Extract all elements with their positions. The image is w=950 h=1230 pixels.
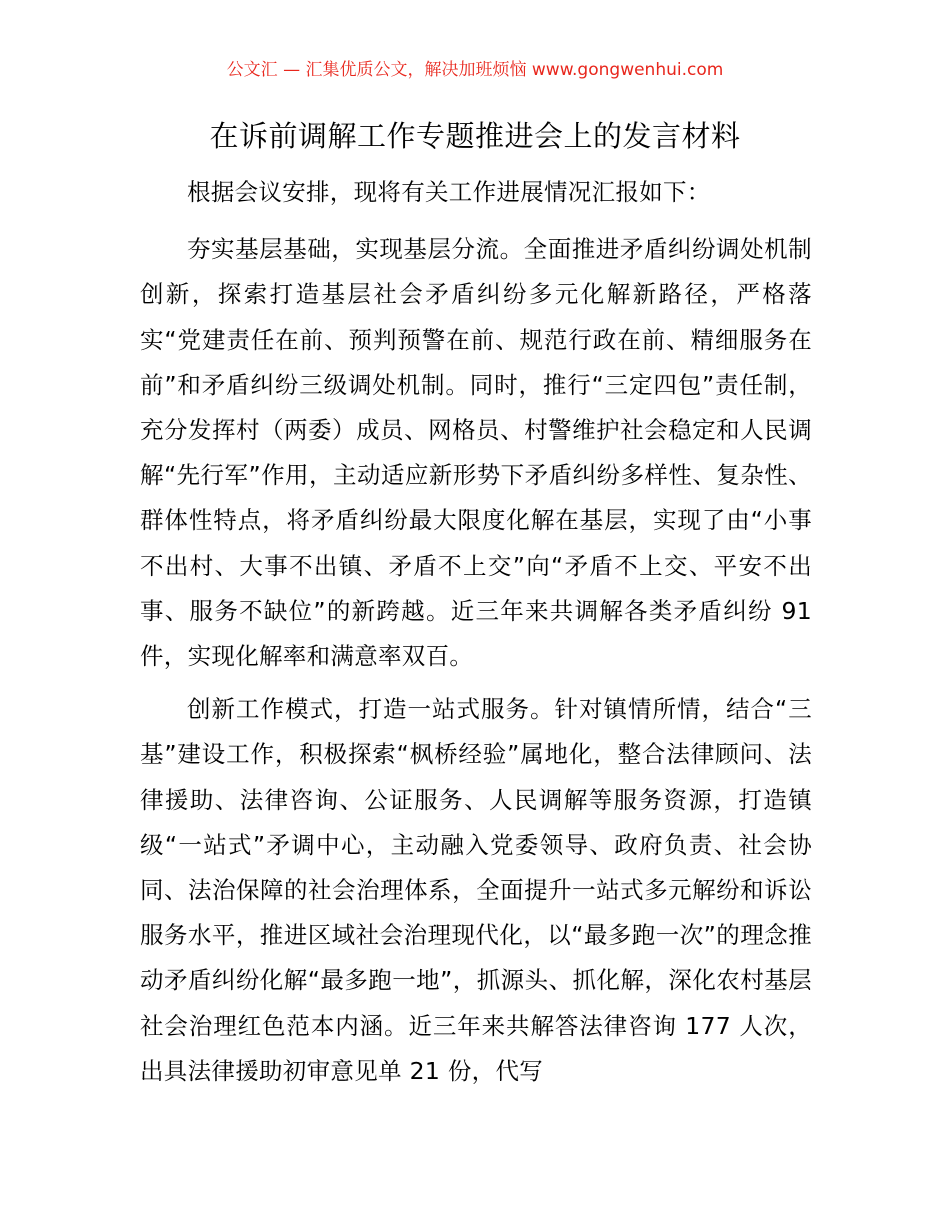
intro-paragraph: 根据会议安排，现将有关工作进展情况汇报如下： [187,178,711,206]
document-title: 在诉前调解工作专题推进会上的发言材料 [209,119,741,153]
body-paragraph-one-stop-service: 创新工作模式，打造一站式服务。针对镇情所情，结合“三基”建设工作，积极探索“枫桥经验”属地化，整合法律顾问、法律援助、法律咨询、公证服务、人民调解等服务资源，打造镇级“一站式”矛调中心，主动融入党委领导、政府负责、社会协同、法治保障的社会治理体系，全面提升一站式多元解纷和诉讼服务水平，推进区域社会治理现代化，以“最多跑一次”的理念推动矛盾纠纷化解“最多跑一地”，抓源头、抓化解，深化农村基层社会治理红色范本内涵。近三年来共解答法律咨询 177 人次，出具法律援助初审意见单 21 份，代写 [140,695,812,1085]
document-body [140,170,812,1102]
site-banner: 公文汇 — 汇集优质公文，解决加班烦恼 www.gongwenhui.com [226,60,724,80]
body-paragraph-grassroots: 夯实基层基础，实现基层分流。全面推进矛盾纠纷调处机制创新，探索打造基层社会矛盾纠纷多元化解新路径，严格落实“党建责任在前、预判预警在前、规范行政在前、精细服务在前”和矛盾纠纷三级调处机制。同时，推行“三定四包”责任制，充分发挥村（两委）成员、网格员、村警维护社会稳定和人民调解“先行军”作用，主动适应新形势下矛盾纠纷多样性、复杂性、群体性特点，将矛盾纠纷最大限度化解在基层，实现了由“小事不出村、大事不出镇、矛盾不上交”向“矛盾不上交、平安不出事、服务不缺位”的新跨越。近三年来共调解各类矛盾纠纷 91 件，实现化解率和满意率双百。 [140,235,812,671]
